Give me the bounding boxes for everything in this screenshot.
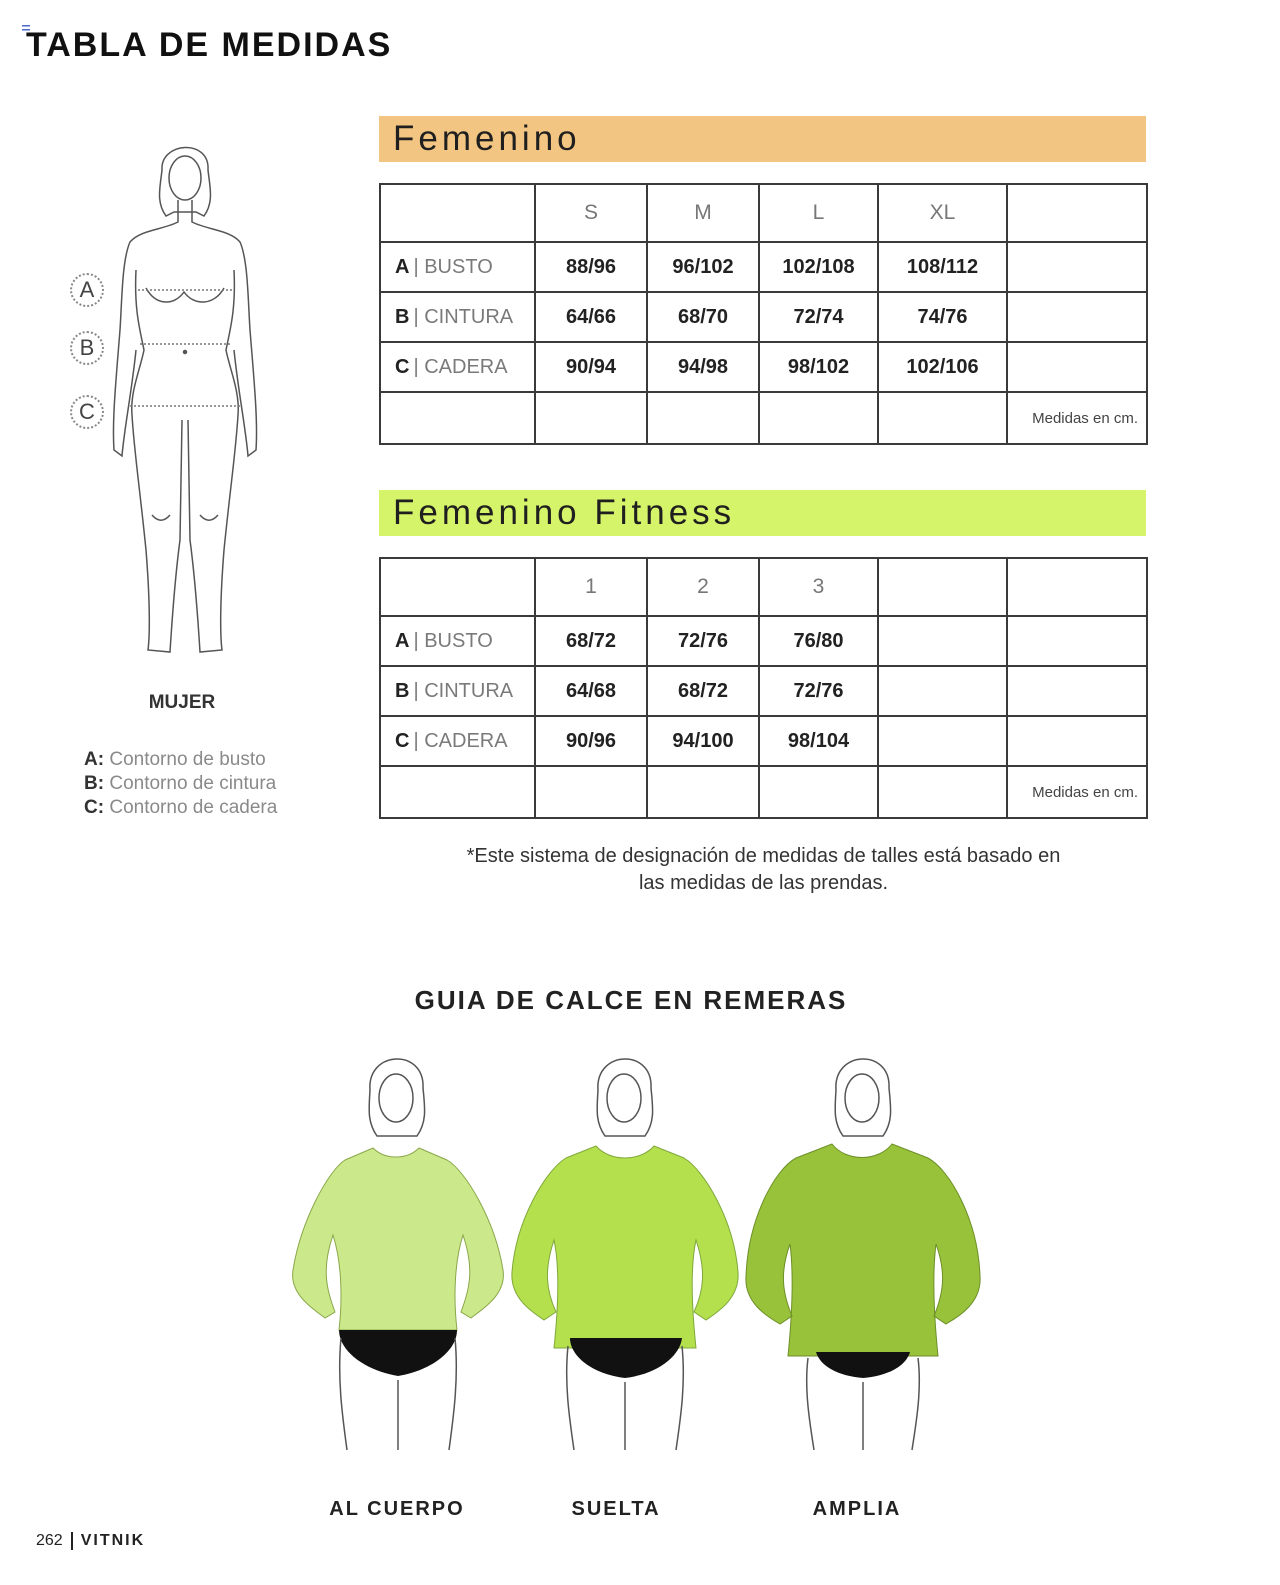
table-cell: 102/108 — [759, 242, 878, 292]
table-row — [380, 716, 1147, 766]
row-label: A | BUSTO — [380, 616, 535, 666]
figure-label: MUJER — [148, 692, 216, 713]
footer-divider — [71, 1532, 73, 1550]
size-header: XL — [878, 184, 1007, 242]
table-cell: 74/76 — [878, 292, 1007, 342]
fit-label-al-cuerpo: AL CUERPO — [329, 1498, 465, 1520]
table-note-row — [380, 766, 1147, 818]
row-label: A | BUSTO — [380, 242, 535, 292]
table-note-row — [380, 392, 1147, 444]
table-cell: 98/102 — [759, 342, 878, 392]
row-label: B | CINTURA — [380, 666, 535, 716]
table-cell — [1007, 666, 1147, 716]
table-cell: 94/98 — [647, 342, 759, 392]
shirt-shape — [746, 1144, 980, 1356]
fit-figure-al-cuerpo — [285, 1040, 510, 1460]
fit-label-amplia: AMPLIA — [812, 1498, 902, 1520]
table-header-row — [380, 184, 1147, 242]
marker-c: C — [70, 395, 104, 429]
legend-item-a: A: Contorno de busto — [84, 749, 266, 770]
table-cell: 72/74 — [759, 292, 878, 342]
table-row — [380, 616, 1147, 666]
table-cell — [1007, 616, 1147, 666]
fit-figure-suelta — [508, 1040, 743, 1460]
row-label: C | CADERA — [380, 342, 535, 392]
fit-figure-amplia — [740, 1040, 985, 1460]
size-header: M — [647, 184, 759, 242]
table-cell: 76/80 — [759, 616, 878, 666]
table-cell: 64/68 — [535, 666, 647, 716]
fit-guide-title: GUIA DE CALCE EN REMERAS — [414, 985, 848, 1015]
size-header — [1007, 558, 1147, 616]
table-cell: 108/112 — [878, 242, 1007, 292]
femenino-size-table — [379, 183, 1148, 445]
fitness-size-table — [379, 557, 1148, 819]
marker-a: A — [70, 273, 104, 307]
size-header: 2 — [647, 558, 759, 616]
shirt-shape — [293, 1148, 504, 1330]
table-cell: 88/96 — [535, 242, 647, 292]
body-figure-illustration — [100, 130, 270, 670]
table-cell: 102/106 — [878, 342, 1007, 392]
table-header-row — [380, 558, 1147, 616]
header-blank — [380, 558, 535, 616]
table-row — [380, 292, 1147, 342]
table-cell: 72/76 — [647, 616, 759, 666]
table-cell — [1007, 342, 1147, 392]
table-cell: 68/72 — [647, 666, 759, 716]
row-label: C | CADERA — [380, 716, 535, 766]
measurement-legend — [84, 748, 277, 820]
shirt-shape — [512, 1146, 738, 1348]
table-row — [380, 666, 1147, 716]
table-cell — [878, 716, 1007, 766]
size-header: 1 — [535, 558, 647, 616]
table-row — [380, 242, 1147, 292]
marker-b: B — [70, 331, 104, 365]
size-header — [1007, 184, 1147, 242]
menu-icon — [22, 18, 30, 24]
page-footer — [36, 1532, 145, 1550]
femenino-section-title: Femenino — [379, 116, 1146, 162]
table-cell — [878, 666, 1007, 716]
units-note: Medidas en cm. — [1007, 392, 1147, 444]
units-note: Medidas en cm. — [1007, 766, 1147, 818]
page-title: TABLA DE MEDIDAS — [26, 26, 393, 64]
legend-item-c: C: Contorno de cadera — [84, 797, 278, 818]
table-row — [380, 342, 1147, 392]
table-cell: 96/102 — [647, 242, 759, 292]
brand-name: VITNIK — [80, 1532, 146, 1550]
table-cell — [1007, 292, 1147, 342]
size-header: 3 — [759, 558, 878, 616]
table-cell: 68/72 — [535, 616, 647, 666]
legend-item-b: B: Contorno de cintura — [84, 773, 277, 794]
page-number: 262 — [36, 1532, 63, 1550]
table-cell — [1007, 242, 1147, 292]
size-header: L — [759, 184, 878, 242]
size-header — [878, 558, 1007, 616]
row-label: B | CINTURA — [380, 292, 535, 342]
table-cell — [878, 616, 1007, 666]
fitness-section-title: Femenino Fitness — [379, 490, 1146, 536]
table-cell: 72/76 — [759, 666, 878, 716]
table-cell: 90/94 — [535, 342, 647, 392]
table-cell: 98/104 — [759, 716, 878, 766]
table-cell: 94/100 — [647, 716, 759, 766]
table-cell — [1007, 716, 1147, 766]
size-header: S — [535, 184, 647, 242]
sizing-footnote: *Este sistema de designación de medidas de talles está basado en las medidas de las prendas. — [466, 845, 1061, 894]
header-blank — [380, 184, 535, 242]
fit-label-suelta: SUELTA — [571, 1498, 661, 1520]
table-cell: 90/96 — [535, 716, 647, 766]
table-cell: 64/66 — [535, 292, 647, 342]
table-cell: 68/70 — [647, 292, 759, 342]
